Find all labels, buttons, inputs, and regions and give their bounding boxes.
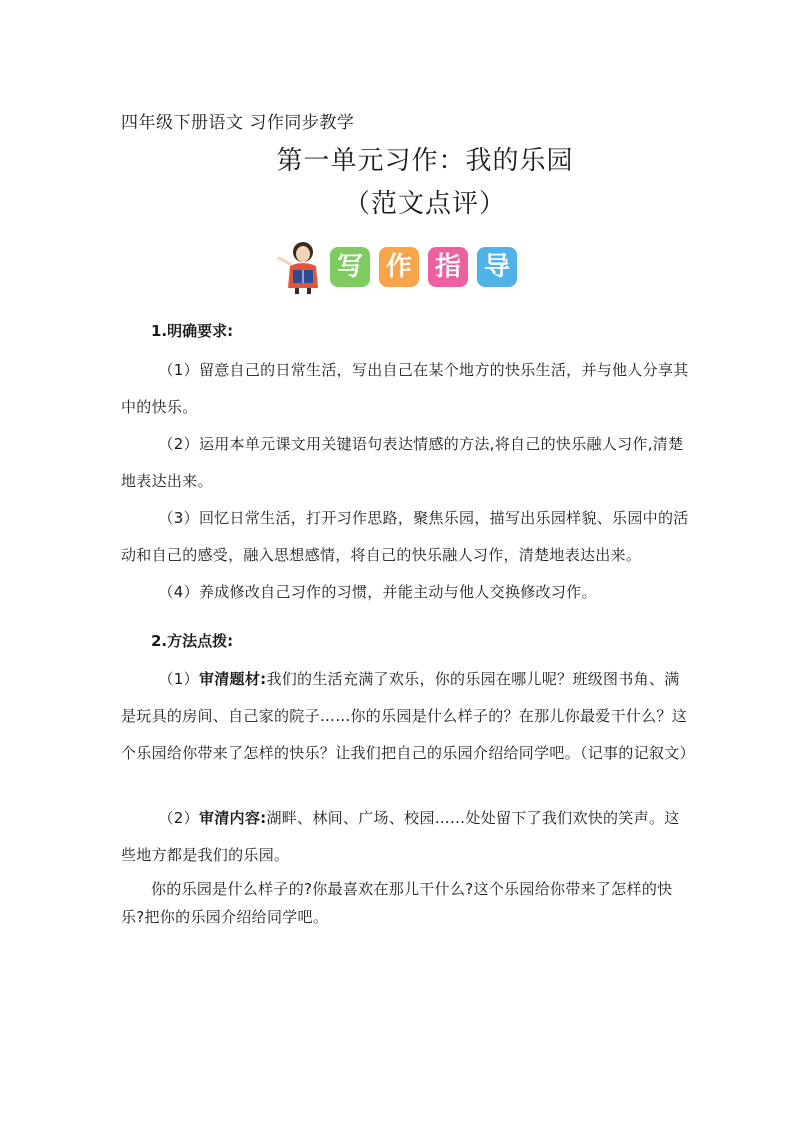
closing-paragraph: 你的乐园是什么样子的?你最喜欢在那儿干什么?这个乐园给你带来了怎样的快乐?把你的乐园介绍给同学吧。 xyxy=(121,880,673,926)
requirement-item-3: （3）回忆日常生活，打开习作思路，聚焦乐园，描写出乐园样貌、乐园中的活动和自己的感受，融入思想感情，将自己的快乐融人习作，清楚地表达出来。 xyxy=(121,509,689,564)
method-item-prefix: （1） xyxy=(158,670,199,688)
writing-guide-banner xyxy=(276,240,526,294)
guide-tile-label: 写 xyxy=(336,252,363,282)
guide-tile-label: 作 xyxy=(385,252,412,282)
method-item-text: 湖畔、林间、广场、校园……处处留下了我们欢快的笑声。这些地方都是我们的乐园。 xyxy=(121,809,680,864)
method-item-prefix: （2） xyxy=(158,809,199,827)
requirement-item-4: （4）养成修改自己习作的习惯，并能主动与他人交换修改习作。 xyxy=(158,583,597,601)
method-item-1 xyxy=(121,661,695,772)
guide-tile-point xyxy=(428,247,468,287)
method-item-2 xyxy=(121,800,691,874)
document-header: 四年级下册语文 习作同步教学 xyxy=(121,113,355,133)
guide-tile-guide xyxy=(477,247,517,287)
guide-tile-label: 导 xyxy=(483,252,510,282)
requirement-item-2: （2）运用本单元课文用关键语句表达情感的方法,将自己的快乐融人习作,清楚地表达出来。 xyxy=(121,435,684,490)
page-title: 第一单元习作：我的乐园 xyxy=(276,146,574,176)
guide-tile-label: 指 xyxy=(434,252,461,282)
page-subtitle: （范文点评） xyxy=(343,189,506,219)
section-heading-methods: 2.方法点拨: xyxy=(151,632,234,650)
guide-tile-write xyxy=(330,247,370,287)
method-item-text: 我们的生活充满了欢乐，你的乐园在哪儿呢？班级图书角、满是玩具的房间、自己家的院子……你的乐园是什么样子的？在那儿你最爱干什么？这个乐园给你带来了怎样的快乐？让我们把自己的乐园介绍给同学吧。（记事的记叙文） xyxy=(121,670,695,762)
guide-tile-compose xyxy=(379,247,419,287)
teacher-reading-icon xyxy=(276,240,324,294)
requirement-item-1: （1）留意自己的日常生活，写出自己在某个地方的快乐生活，并与他人分享其中的快乐。 xyxy=(121,361,689,416)
section-heading-requirements: 1.明确要求: xyxy=(151,322,234,340)
method-item-label: 审清内容: xyxy=(198,809,267,827)
method-item-label: 审清题材: xyxy=(198,670,267,688)
